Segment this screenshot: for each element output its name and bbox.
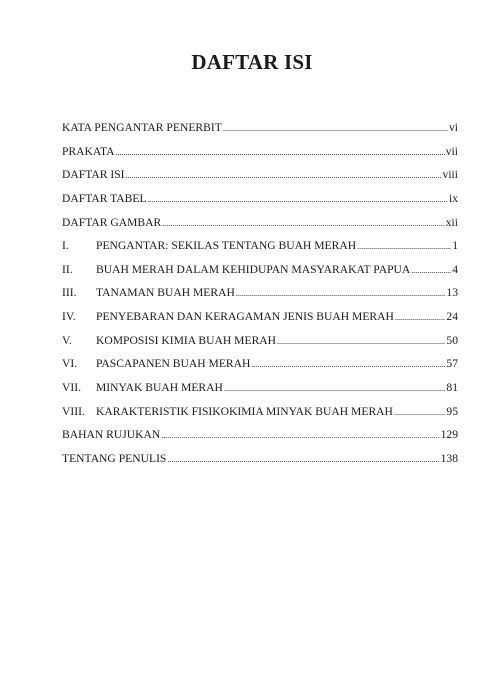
toc-entry-label: PENYEBARAN DAN KERAGAMAN JENIS BUAH MERAH (96, 310, 394, 324)
toc-entry-label: KOMPOSISI KIMIA BUAH MERAH (96, 333, 277, 347)
toc-entry-page-number: xii (445, 215, 458, 229)
toc-entry-number: I. (62, 239, 69, 253)
dot-leader (277, 334, 445, 347)
table-of-contents (62, 121, 458, 476)
toc-entry-label: PENGANTAR: SEKILAS TENTANG BUAH MERAH (96, 239, 357, 253)
toc-entry[interactable] (62, 428, 458, 452)
toc-entry-number: III. (62, 286, 77, 300)
toc-entry-label: BUAH MERAH DALAM KEHIDUPAN MASYARAKAT PAPUA (96, 262, 411, 276)
toc-entry[interactable] (62, 263, 458, 287)
dot-leader (126, 168, 442, 181)
toc-entry-page-number: 129 (440, 428, 458, 442)
dot-leader (162, 216, 445, 229)
page-title: DAFTAR ISI (191, 50, 313, 74)
dot-leader (224, 381, 446, 394)
toc-entry-page-number: vii (445, 144, 458, 158)
toc-entry[interactable] (62, 168, 458, 192)
toc-entry-page-number: 95 (446, 404, 458, 418)
toc-entry-page-number: 13 (446, 286, 458, 300)
dot-leader (167, 452, 439, 465)
toc-entry-label: DAFTAR ISI (62, 168, 125, 182)
dot-leader (236, 286, 446, 299)
toc-entry-label: PRAKATA (62, 144, 115, 158)
toc-entry-label: DAFTAR TABEL (62, 191, 147, 205)
dot-leader (251, 357, 445, 370)
toc-entry-page-number: ix (448, 191, 458, 205)
toc-entry[interactable] (62, 381, 458, 405)
dot-leader (411, 263, 451, 276)
toc-entry[interactable] (62, 286, 458, 310)
toc-entry-number: V. (62, 333, 72, 347)
toc-entry-label: DAFTAR GAMBAR (62, 215, 162, 229)
toc-entry-label: TENTANG PENULIS (62, 451, 167, 465)
toc-entry[interactable] (62, 452, 458, 476)
dot-leader (395, 310, 446, 323)
toc-entry-label: BAHAN RUJUKAN (62, 428, 161, 442)
toc-entry-page-number: 4 (452, 262, 458, 276)
toc-entry-number: II. (62, 262, 73, 276)
toc-entry-page-number: viii (442, 168, 458, 182)
toc-entry[interactable] (62, 310, 458, 334)
toc-entry-page-number: 1 (452, 239, 458, 253)
toc-entry[interactable] (62, 239, 458, 263)
toc-entry[interactable] (62, 405, 458, 429)
toc-entry[interactable] (62, 145, 458, 169)
toc-entry-page-number: 81 (446, 381, 458, 395)
toc-entry[interactable] (62, 121, 458, 145)
toc-entry[interactable] (62, 357, 458, 381)
toc-entry-label: MINYAK BUAH MERAH (96, 381, 223, 395)
toc-entry-label: KATA PENGANTAR PENERBIT (62, 121, 222, 134)
toc-entry-label: TANAMAN BUAH MERAH (96, 286, 235, 300)
toc-entry-page-number: 138 (440, 451, 458, 465)
toc-entry-page-number: 50 (446, 333, 458, 347)
toc-entry-number: VII. (62, 381, 81, 395)
toc-entry[interactable] (62, 192, 458, 216)
toc-entry-number: VI. (62, 357, 78, 371)
toc-entry-number: IV. (62, 310, 76, 324)
dot-leader (223, 121, 448, 134)
toc-entry[interactable] (62, 216, 458, 240)
dot-leader (161, 428, 439, 441)
dot-leader (357, 239, 451, 252)
toc-entry-page-number: 24 (446, 310, 458, 324)
toc-entry-label: PASCAPANEN BUAH MERAH (96, 357, 251, 371)
toc-entry-page-number: vi (448, 121, 458, 134)
toc-entry[interactable] (62, 334, 458, 358)
toc-entry-page-number: 57 (446, 357, 458, 371)
toc-entry-number: VIII. (62, 404, 85, 418)
dot-leader (116, 145, 445, 158)
toc-entry-label: KARAKTERISTIK FISIKOKIMIA MINYAK BUAH MERAH (96, 404, 393, 418)
dot-leader (148, 192, 448, 205)
dot-leader (394, 405, 445, 418)
